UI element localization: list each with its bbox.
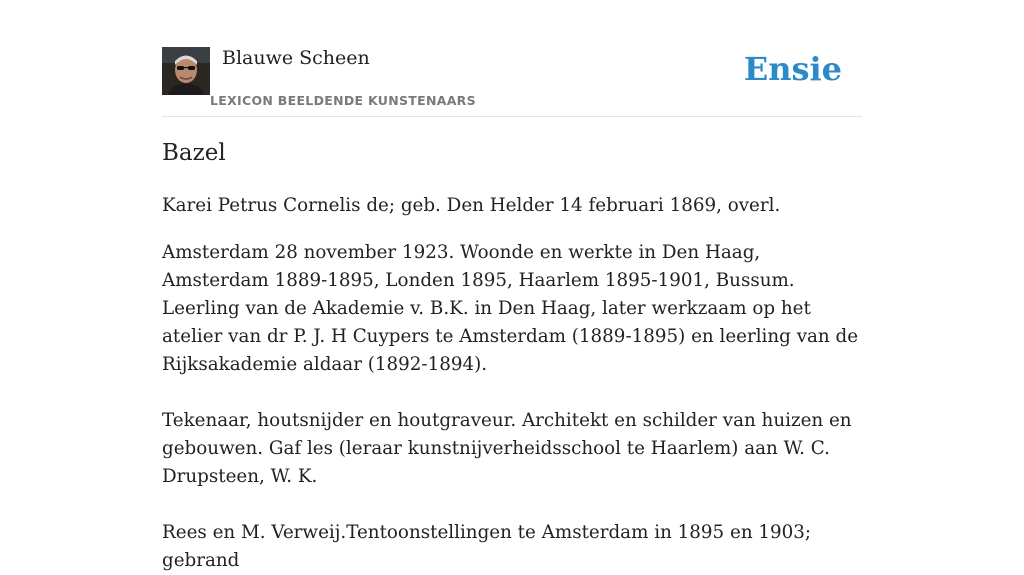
- brand-logo[interactable]: Ensie: [743, 50, 842, 88]
- avatar-photo-icon: [162, 47, 210, 95]
- article-paragraph: Tekenaar, houtsnijder en houtgraveur. Architekt en schilder van huizen en gebouwen. Gaf les (leraar kunstnijverheidsschool te Haarlem) aan W. C. Drupsteen, W. K.: [162, 410, 852, 487]
- article-paragraph: Rees en M. Verweij.Tentoonstellingen te Amsterdam in 1895 en 1903; gebrand: [162, 522, 812, 571]
- article-body: [162, 192, 867, 575]
- author-name[interactable]: Blauwe Scheen: [222, 47, 370, 69]
- article-paragraph: Karei Petrus Cornelis de; geb. Den Helder 14 februari 1869, overl.: [162, 195, 781, 216]
- category-label[interactable]: LEXICON BEELDENDE KUNSTENAARS: [210, 93, 476, 108]
- author-avatar[interactable]: [162, 47, 210, 95]
- article-title: Bazel: [162, 140, 226, 166]
- article-header: [162, 46, 862, 117]
- article-paragraph: Amsterdam 28 november 1923. Woonde en werkte in Den Haag, Amsterdam 1889-1895, Londen 1895, Haarlem 1895-1901, Bussum. Leerling van de Akademie v. B.K. in Den Haag, later werkzaam op het atelier van dr P. J. H Cuypers te Amsterdam (1889-1895) en leerling van de Rijksakademie aldaar (1892-1894).: [162, 242, 859, 375]
